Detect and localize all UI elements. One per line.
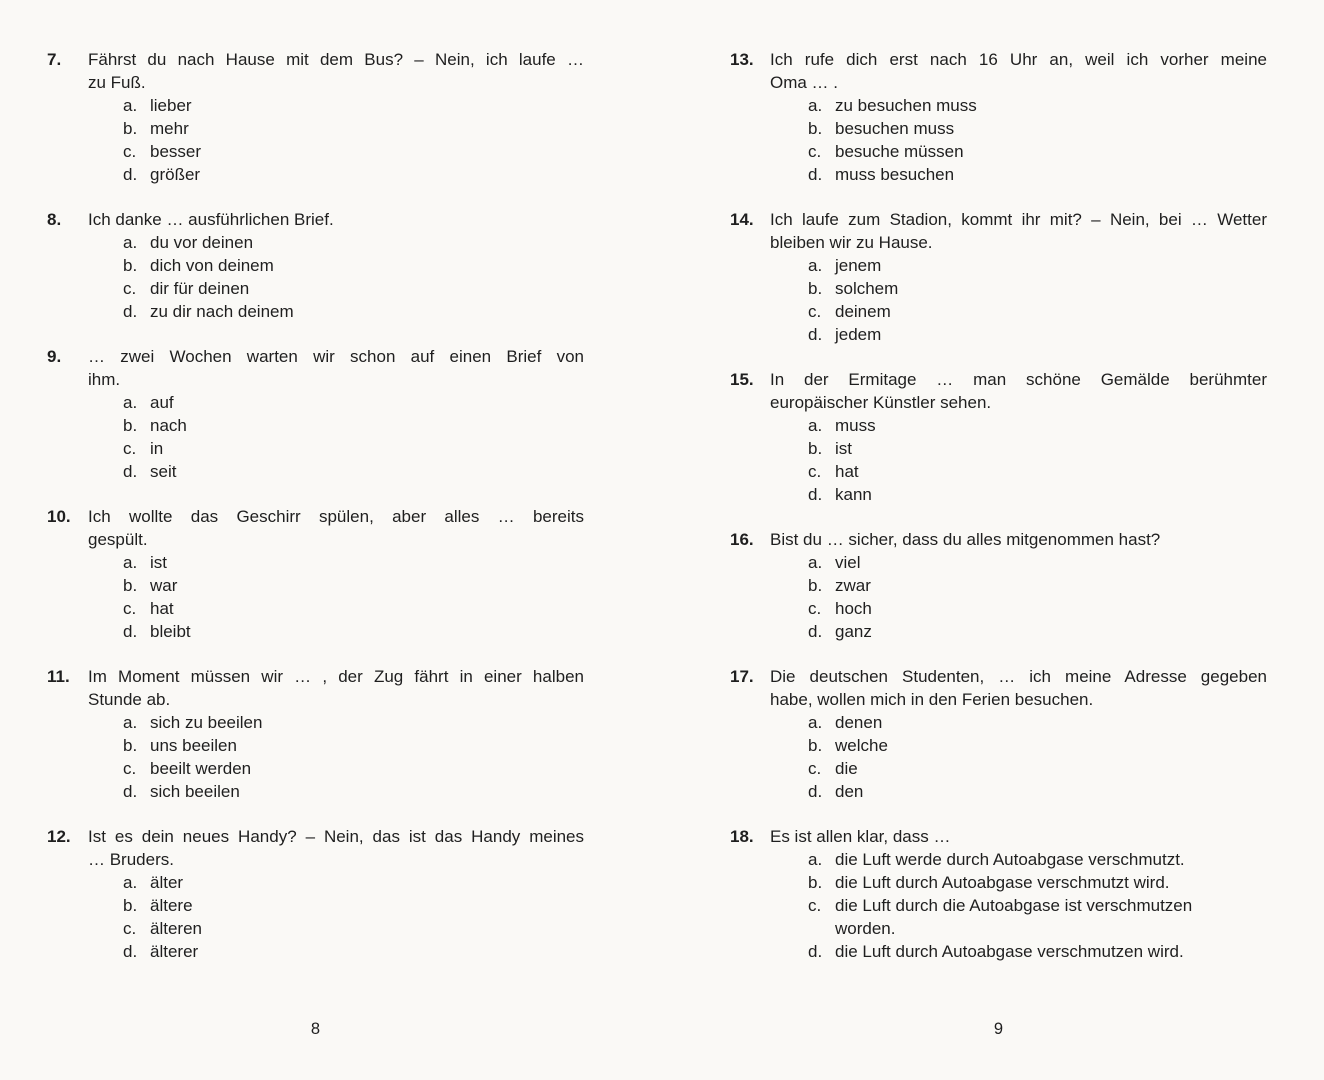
option-text: sich beeilen — [150, 782, 240, 801]
question-number: 11. — [47, 667, 70, 686]
option-text: viel — [835, 553, 861, 572]
question-text: gespült. — [88, 530, 148, 549]
option-letter: a. — [123, 553, 138, 572]
option — [123, 277, 584, 300]
option-text: ganz — [835, 622, 872, 641]
option-text-lines — [835, 574, 1267, 597]
option-letter: a. — [123, 96, 138, 115]
option-text: besser — [150, 142, 202, 161]
option-letter: d. — [808, 485, 823, 504]
question-text: Ich laufe zum Stadion, kommt ihr mit? – Nein, bei … Wetter — [770, 210, 1267, 229]
option-text: du vor deinen — [150, 233, 254, 252]
options-list — [123, 871, 584, 963]
option — [808, 277, 1267, 300]
option-letter: b. — [123, 416, 138, 435]
question-number: 7. — [47, 50, 62, 69]
option-letter: a. — [808, 553, 823, 572]
question-text: Ist es dein neues Handy? – Nein, das ist das Handy meines — [88, 827, 584, 846]
option-text-lines — [150, 277, 584, 300]
option — [123, 574, 584, 597]
question-number: 10. — [47, 507, 71, 526]
option — [123, 163, 584, 186]
option-letter: b. — [123, 736, 138, 755]
option-text: jedem — [835, 325, 882, 344]
question-text: Bist du … sicher, dass du alles mitgenommen hast? — [770, 530, 1161, 549]
question-text: Stunde ab. — [88, 690, 171, 709]
option — [123, 254, 584, 277]
option-text-lines — [835, 163, 1267, 186]
option-letter: a. — [808, 416, 823, 435]
option-text: die Luft durch Autoabgase verschmutzen wird. — [835, 942, 1184, 961]
option-text: muss — [835, 416, 876, 435]
option-text: seit — [150, 462, 177, 481]
option-letter: b. — [123, 256, 138, 275]
option-text-lines — [150, 140, 584, 163]
question-number: 13. — [730, 50, 754, 69]
question-body — [88, 665, 584, 803]
question-text: europäischer Künstler sehen. — [770, 393, 992, 412]
option — [123, 300, 584, 323]
option — [123, 757, 584, 780]
options-list — [808, 414, 1267, 506]
question — [47, 505, 584, 643]
option-text: nach — [150, 416, 187, 435]
question — [730, 825, 1267, 963]
option-text: worden. — [835, 919, 896, 938]
option-text-lines — [150, 871, 584, 894]
option-letter: b. — [808, 279, 823, 298]
option-letter: b. — [808, 576, 823, 595]
option-text: älter — [150, 873, 184, 892]
option — [123, 551, 584, 574]
option-text: hat — [835, 462, 859, 481]
option-letter: a. — [123, 713, 138, 732]
question-text: Fährst du nach Hause mit dem Bus? – Nein, ich laufe … — [88, 50, 584, 69]
question-text: Ich wollte das Geschirr spülen, aber alles … bereits — [88, 507, 584, 526]
question-text: In der Ermitage … man schöne Gemälde berühmter — [770, 370, 1267, 389]
option-text: hoch — [835, 599, 872, 618]
question — [47, 345, 584, 483]
option — [808, 140, 1267, 163]
question — [47, 208, 584, 323]
option-letter: d. — [123, 942, 138, 961]
option — [123, 117, 584, 140]
question-body — [88, 505, 584, 643]
option-text-lines — [150, 414, 584, 437]
option-text-lines — [150, 711, 584, 734]
question-body — [88, 48, 584, 186]
option — [123, 231, 584, 254]
option-letter: b. — [808, 873, 823, 892]
question-text: … Bruders. — [88, 850, 174, 869]
option-text: zu besuchen muss — [835, 96, 977, 115]
option-text-lines — [835, 894, 1267, 940]
option-text-lines — [150, 391, 584, 414]
option-letter: b. — [123, 896, 138, 915]
option-letter: c. — [123, 759, 137, 778]
question-text: Im Moment müssen wir … , der Zug fährt in einer halben — [88, 667, 584, 686]
option — [808, 300, 1267, 323]
option-text-lines — [150, 460, 584, 483]
option-text: die — [835, 759, 858, 778]
option-text-lines — [150, 574, 584, 597]
option-letter: d. — [808, 165, 823, 184]
option-text-lines — [835, 460, 1267, 483]
option — [808, 620, 1267, 643]
option — [808, 323, 1267, 346]
option-text: auf — [150, 393, 174, 412]
question — [47, 48, 584, 186]
option — [808, 574, 1267, 597]
option-letter: c. — [808, 302, 822, 321]
option — [808, 254, 1267, 277]
option-text-lines — [150, 894, 584, 917]
option — [808, 757, 1267, 780]
option-text: ist — [835, 439, 852, 458]
option-letter: a. — [123, 393, 138, 412]
option-text: lieber — [150, 96, 192, 115]
option-letter: a. — [808, 850, 823, 869]
option — [808, 734, 1267, 757]
option-text-lines — [835, 277, 1267, 300]
option-letter: c. — [123, 142, 137, 161]
option-text: zwar — [835, 576, 871, 595]
option-text-lines — [150, 551, 584, 574]
question-text: ihm. — [88, 370, 121, 389]
option-text: ältere — [150, 896, 193, 915]
question-text: Es ist allen klar, dass … — [770, 827, 951, 846]
option — [123, 414, 584, 437]
option-text: kann — [835, 485, 872, 504]
question-body — [770, 368, 1267, 506]
question — [730, 368, 1267, 506]
option — [123, 597, 584, 620]
option-text: hat — [150, 599, 174, 618]
option-text: jenem — [835, 256, 882, 275]
question — [730, 48, 1267, 186]
option-text-lines — [150, 620, 584, 643]
option-text-lines — [835, 117, 1267, 140]
option-text-lines — [835, 597, 1267, 620]
option-letter: c. — [123, 599, 137, 618]
question-body — [770, 48, 1267, 186]
options-list — [123, 551, 584, 643]
question-number: 9. — [47, 347, 62, 366]
option-text-lines — [835, 871, 1267, 894]
question-text: bleiben wir zu Hause. — [770, 233, 933, 252]
question-number: 14. — [730, 210, 754, 229]
option-text: die Luft durch die Autoabgase ist verschmutzen — [835, 896, 1193, 915]
option-letter: a. — [808, 256, 823, 275]
option-letter: d. — [123, 165, 138, 184]
option-letter: c. — [808, 142, 822, 161]
question-text: Die deutschen Studenten, … ich meine Adresse gegeben — [770, 667, 1267, 686]
page-number-right: 9 — [993, 1020, 1004, 1038]
option-text-lines — [150, 254, 584, 277]
option-text-lines — [835, 551, 1267, 574]
option-letter: b. — [123, 119, 138, 138]
question-text: zu Fuß. — [88, 73, 146, 92]
option — [808, 940, 1267, 963]
question-body — [88, 825, 584, 963]
option-text: war — [150, 576, 178, 595]
question-text: Ich rufe dich erst nach 16 Uhr an, weil ich vorher meine — [770, 50, 1267, 69]
option-text-lines — [150, 940, 584, 963]
question — [47, 665, 584, 803]
option — [123, 94, 584, 117]
question-text: habe, wollen mich in den Ferien besuchen. — [770, 690, 1094, 709]
option-text-lines — [835, 414, 1267, 437]
option-text-lines — [835, 323, 1267, 346]
option-letter: c. — [808, 759, 822, 778]
option-text-lines — [835, 848, 1267, 871]
option-text: bleibt — [150, 622, 191, 641]
option — [123, 940, 584, 963]
option-text: größer — [150, 165, 201, 184]
page-left — [47, 48, 584, 1058]
question-text: Ich danke … ausführlichen Brief. — [88, 210, 334, 229]
option-letter: b. — [808, 119, 823, 138]
question-text: Oma … . — [770, 73, 839, 92]
option-text-lines — [835, 940, 1267, 963]
option — [808, 894, 1267, 940]
option-letter: c. — [123, 439, 137, 458]
question-body — [88, 208, 584, 323]
option-letter: b. — [808, 736, 823, 755]
option-text: solchem — [835, 279, 899, 298]
option — [808, 94, 1267, 117]
option-letter: a. — [123, 233, 138, 252]
page-number-left: 8 — [310, 1020, 321, 1038]
question-number: 17. — [730, 667, 754, 686]
option — [123, 917, 584, 940]
option — [123, 871, 584, 894]
option — [808, 551, 1267, 574]
question-body — [88, 345, 584, 483]
option-text: deinem — [835, 302, 891, 321]
question-number: 16. — [730, 530, 754, 549]
question-body — [770, 528, 1267, 643]
option-text: dich von deinem — [150, 256, 274, 275]
question-number: 18. — [730, 827, 754, 846]
option — [808, 437, 1267, 460]
option — [808, 597, 1267, 620]
option-text: zu dir nach deinem — [150, 302, 294, 321]
option-text: älterer — [150, 942, 199, 961]
question-body — [770, 665, 1267, 803]
option-letter: a. — [808, 96, 823, 115]
question-number: 8. — [47, 210, 62, 229]
options-list — [808, 551, 1267, 643]
options-list — [123, 391, 584, 483]
option-text-lines — [150, 163, 584, 186]
option-text: besuchen muss — [835, 119, 955, 138]
option-text: die Luft werde durch Autoabgase verschmutzt. — [835, 850, 1185, 869]
question — [730, 528, 1267, 643]
option-text-lines — [150, 757, 584, 780]
option-text-lines — [835, 757, 1267, 780]
option-text-lines — [835, 94, 1267, 117]
option — [808, 483, 1267, 506]
option — [808, 414, 1267, 437]
page-right — [730, 48, 1267, 1058]
questions-column-left — [47, 48, 584, 963]
question-number: 15. — [730, 370, 754, 389]
option-letter: c. — [808, 462, 822, 481]
option — [123, 140, 584, 163]
option — [123, 437, 584, 460]
option-text-lines — [835, 300, 1267, 323]
option-text-lines — [150, 780, 584, 803]
option-text-lines — [835, 483, 1267, 506]
option-letter: d. — [123, 462, 138, 481]
option-text: uns beeilen — [150, 736, 237, 755]
option-letter: d. — [808, 782, 823, 801]
option — [123, 620, 584, 643]
option — [123, 734, 584, 757]
question-number: 12. — [47, 827, 71, 846]
option-text: die Luft durch Autoabgase verschmutzt wird. — [835, 873, 1170, 892]
option-text-lines — [835, 254, 1267, 277]
option — [808, 780, 1267, 803]
question-body — [770, 825, 1267, 963]
option-text-lines — [150, 231, 584, 254]
option — [808, 117, 1267, 140]
option-letter: c. — [123, 279, 137, 298]
option-text: welche — [835, 736, 888, 755]
options-list — [808, 254, 1267, 346]
option-text-lines — [150, 917, 584, 940]
option-letter: d. — [123, 302, 138, 321]
options-list — [123, 231, 584, 323]
option-text-lines — [150, 597, 584, 620]
option-text: in — [150, 439, 164, 458]
option-letter: d. — [123, 622, 138, 641]
option-text-lines — [150, 94, 584, 117]
option-text: ist — [150, 553, 167, 572]
option-text: sich zu beeilen — [150, 713, 263, 732]
option-text: dir für deinen — [150, 279, 250, 298]
option-text: denen — [835, 713, 883, 732]
option-letter: c. — [808, 599, 822, 618]
option-text-lines — [835, 711, 1267, 734]
question — [730, 208, 1267, 346]
option — [808, 460, 1267, 483]
option-text-lines — [150, 734, 584, 757]
option-letter: c. — [123, 919, 137, 938]
option — [123, 894, 584, 917]
questions-column-right — [730, 48, 1267, 963]
options-list — [123, 711, 584, 803]
option — [123, 391, 584, 414]
option — [123, 780, 584, 803]
option — [123, 711, 584, 734]
option — [123, 460, 584, 483]
option-letter: d. — [808, 622, 823, 641]
option-letter: d. — [123, 782, 138, 801]
option-letter: d. — [808, 325, 823, 344]
option-text-lines — [835, 140, 1267, 163]
option-text-lines — [835, 734, 1267, 757]
option-letter: d. — [808, 942, 823, 961]
options-list — [808, 848, 1267, 963]
option — [808, 711, 1267, 734]
option-text-lines — [150, 300, 584, 323]
question-text: … zwei Wochen warten wir schon auf einen Brief von — [88, 347, 584, 366]
option-letter: b. — [808, 439, 823, 458]
option-text-lines — [835, 437, 1267, 460]
question-body — [770, 208, 1267, 346]
option-text-lines — [150, 437, 584, 460]
option-text-lines — [835, 780, 1267, 803]
option — [808, 163, 1267, 186]
question — [730, 665, 1267, 803]
option-text: älteren — [150, 919, 202, 938]
option-letter: a. — [808, 713, 823, 732]
option-text-lines — [150, 117, 584, 140]
option-letter: b. — [123, 576, 138, 595]
option-text: beeilt werden — [150, 759, 252, 778]
option-text-lines — [835, 620, 1267, 643]
options-list — [808, 711, 1267, 803]
option-text: muss besuchen — [835, 165, 955, 184]
options-list — [123, 94, 584, 186]
option-text: besuche müssen — [835, 142, 964, 161]
option-letter: c. — [808, 896, 822, 915]
option — [808, 848, 1267, 871]
option-letter: a. — [123, 873, 138, 892]
option — [808, 871, 1267, 894]
question — [47, 825, 584, 963]
options-list — [808, 94, 1267, 186]
option-text: mehr — [150, 119, 189, 138]
option-text: den — [835, 782, 864, 801]
